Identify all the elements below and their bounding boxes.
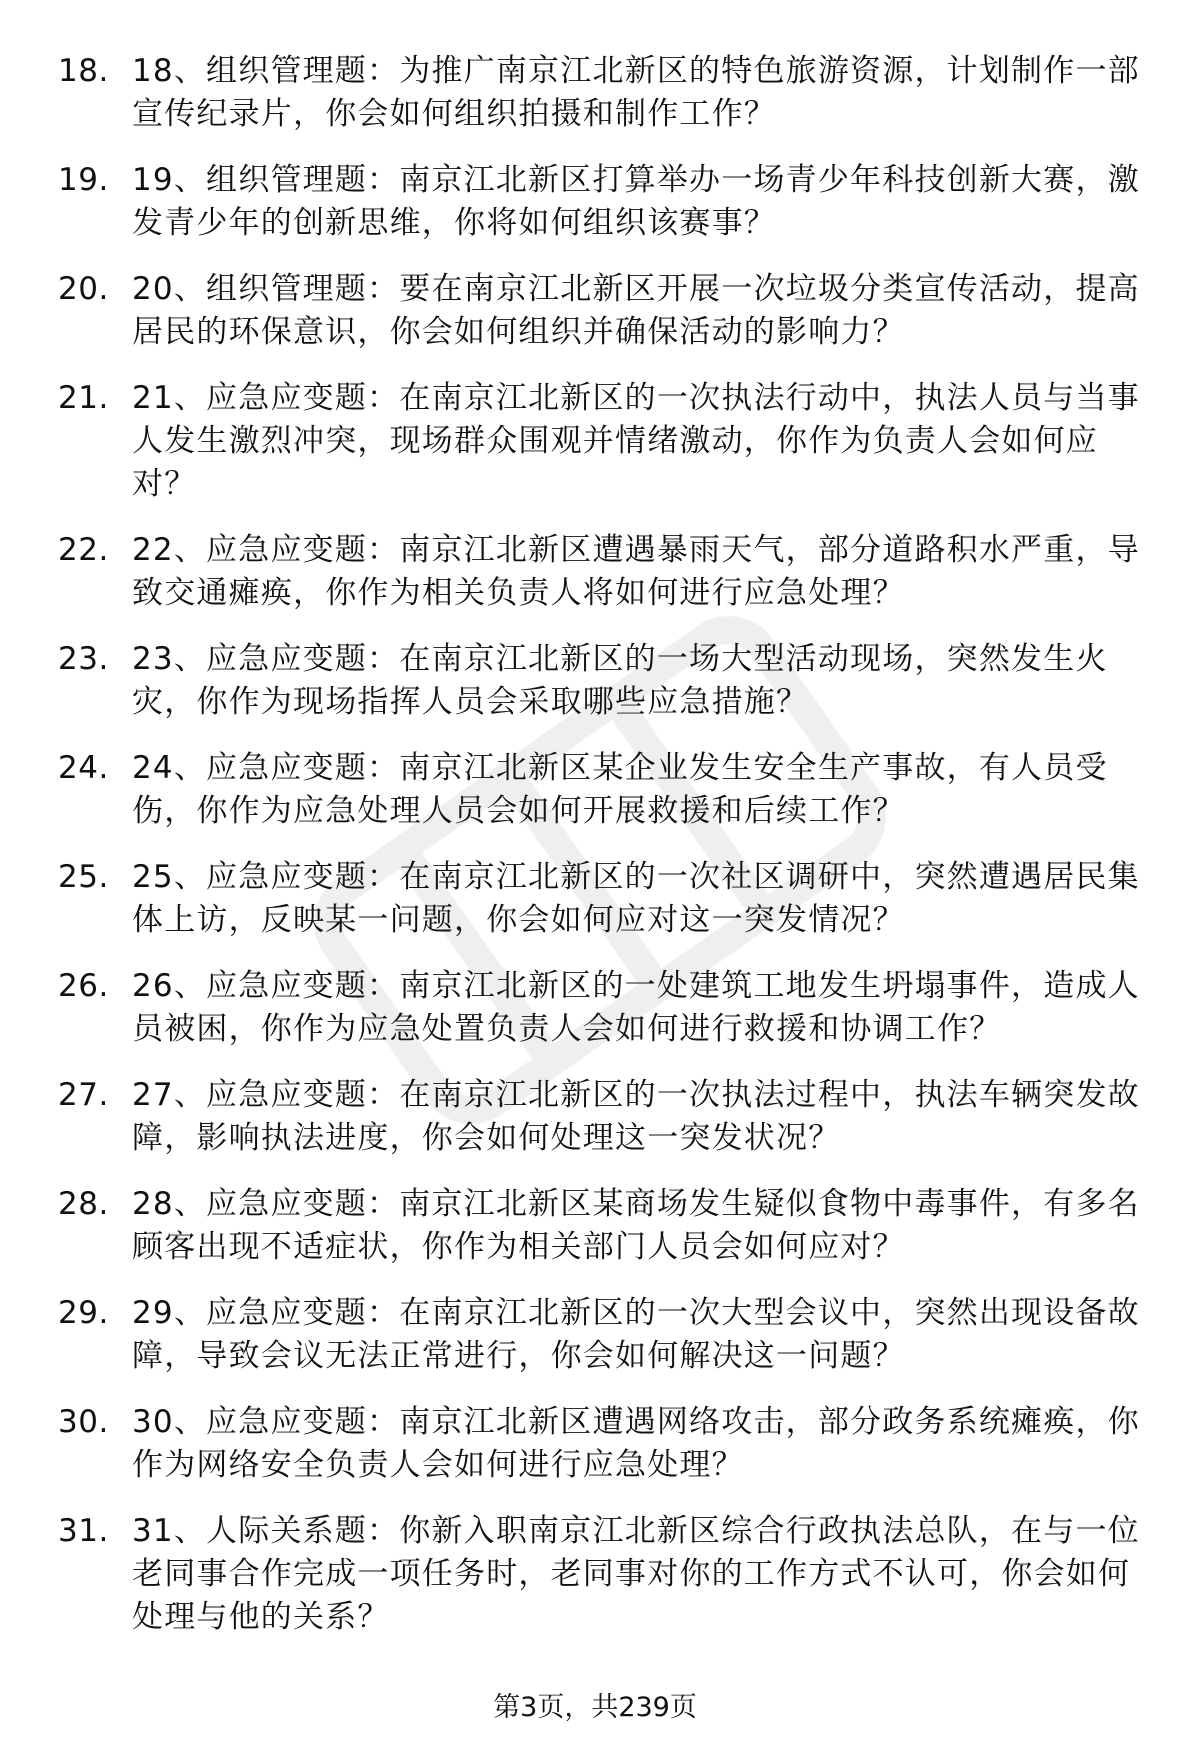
list-item bbox=[58, 1401, 1158, 1487]
list-item bbox=[58, 377, 1158, 506]
list-item bbox=[58, 268, 1158, 354]
question-number: 20. bbox=[58, 271, 109, 307]
question-text: 25、应急应变题：在南京江北新区的一次社区调研中，突然遭遇居民集体上访，反映某一问题，你会如何应对这一突发情况？ bbox=[132, 859, 1140, 938]
question-text: 28、应急应变题：南京江北新区某商场发生疑似食物中毒事件，有多名顾客出现不适症状，你作为相关部门人员会如何应对？ bbox=[132, 1186, 1140, 1265]
question-text: 23、应急应变题：在南京江北新区的一场大型活动现场，突然发生火灾，你作为现场指挥人员会采取哪些应急措施？ bbox=[132, 641, 1108, 720]
list-item bbox=[58, 965, 1158, 1051]
question-text: 30、应急应变题：南京江北新区遭遇网络攻击，部分政务系统瘫痪，你作为网络安全负责人会如何进行应急处理？ bbox=[132, 1404, 1140, 1483]
list-item bbox=[58, 1510, 1158, 1639]
question-number: 22. bbox=[58, 532, 109, 568]
question-number: 31. bbox=[58, 1513, 109, 1549]
question-text: 19、组织管理题：南京江北新区打算举办一场青少年科技创新大赛，激发青少年的创新思维，你将如何组织该赛事？ bbox=[132, 162, 1140, 241]
question-number: 27. bbox=[58, 1077, 109, 1113]
question-number: 19. bbox=[58, 162, 109, 198]
question-number: 21. bbox=[58, 380, 109, 416]
list-item bbox=[58, 50, 1158, 136]
question-text: 31、人际关系题：你新入职南京江北新区综合行政执法总队，在与一位老同事合作完成一项任务时，老同事对你的工作方式不认可，你会如何处理与他的关系？ bbox=[132, 1513, 1140, 1635]
question-number: 29. bbox=[58, 1295, 109, 1331]
list-item bbox=[58, 747, 1158, 833]
question-number: 26. bbox=[58, 968, 109, 1004]
question-number: 24. bbox=[58, 750, 109, 786]
question-text: 20、组织管理题：要在南京江北新区开展一次垃圾分类宣传活动，提高居民的环保意识，你会如何组织并确保活动的影响力？ bbox=[132, 271, 1140, 350]
list-item bbox=[58, 1292, 1158, 1378]
question-number: 18. bbox=[58, 53, 109, 89]
page-footer: 第3页，共239页 bbox=[493, 1692, 697, 1723]
list-item bbox=[58, 529, 1158, 615]
question-list bbox=[58, 50, 1158, 1662]
question-text: 18、组织管理题：为推广南京江北新区的特色旅游资源，计划制作一部宣传纪录片，你会如何组织拍摄和制作工作？ bbox=[132, 53, 1140, 132]
question-number: 28. bbox=[58, 1186, 109, 1222]
question-text: 27、应急应变题：在南京江北新区的一次执法过程中，执法车辆突发故障，影响执法进度，你会如何处理这一突发状况？ bbox=[132, 1077, 1140, 1156]
question-text: 22、应急应变题：南京江北新区遭遇暴雨天气，部分道路积水严重，导致交通瘫痪，你作为相关负责人将如何进行应急处理？ bbox=[132, 532, 1140, 611]
list-item bbox=[58, 159, 1158, 245]
list-item bbox=[58, 1183, 1158, 1269]
question-number: 23. bbox=[58, 641, 109, 677]
list-item bbox=[58, 856, 1158, 942]
question-number: 30. bbox=[58, 1404, 109, 1440]
question-number: 25. bbox=[58, 859, 109, 895]
question-text: 26、应急应变题：南京江北新区的一处建筑工地发生坍塌事件，造成人员被困，你作为应急处置负责人会如何进行救援和协调工作？ bbox=[132, 968, 1140, 1047]
list-item bbox=[58, 638, 1158, 724]
question-text: 29、应急应变题：在南京江北新区的一次大型会议中，突然出现设备故障，导致会议无法正常进行，你会如何解决这一问题？ bbox=[132, 1295, 1140, 1374]
question-text: 21、应急应变题：在南京江北新区的一次执法行动中，执法人员与当事人发生激烈冲突，现场群众围观并情绪激动，你作为负责人会如何应对？ bbox=[132, 380, 1140, 502]
question-text: 24、应急应变题：南京江北新区某企业发生安全生产事故，有人员受伤，你作为应急处理人员会如何开展救援和后续工作？ bbox=[132, 750, 1108, 829]
list-item bbox=[58, 1074, 1158, 1160]
